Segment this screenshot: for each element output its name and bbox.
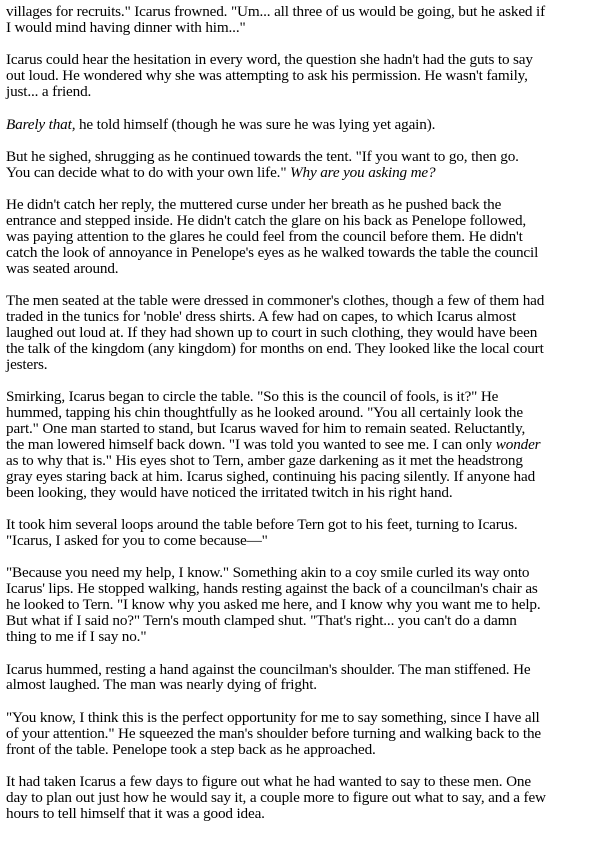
paragraph — [6, 565, 546, 645]
paragraph — [6, 774, 546, 822]
paragraph — [6, 710, 546, 758]
text-run: Icarus could hear the hesitation in every word, the question she hadn't had the guts to say out loud. He wondered why she was attempting to ask his permission. He wasn't family, just... a friend. — [6, 51, 533, 101]
text-run: as to why that is." His eyes shot to Tern, amber gaze darkening as it met the headstrong gray eyes staring back at him. Icarus sighed, continuing his pacing silently. If anyone had been looking, they would have noticed the irritated twitch in his right hand. — [6, 451, 536, 501]
text-run: The men seated at the table were dressed in commoner's clothes, though a few of them had traded in the tunics for 'noble' dress shirts. A few had on capes, to which Icarus almost laughed out loud at. If they had shown up to court in such clothing, they would have been the talk of the kingdom (any kingdom) for months on end. They looked like the local court jesters. — [6, 292, 545, 373]
italic-text: Why are you asking me? — [290, 163, 436, 181]
paragraph — [6, 52, 546, 100]
text-run: "You know, I think this is the perfect opportunity for me to say something, since I have all of your attention." He squeezed the man's shoulder before turning and walking back to the front of the table. Penelope took a step back as he approached. — [6, 708, 542, 758]
text-run: It had taken Icarus a few days to figure out what he had wanted to say to these men. One day to plan out just how he would say it, a couple more to figure out what to say, and a few hours to tell himself that it was a good idea. — [6, 773, 546, 822]
paragraph — [6, 293, 546, 373]
paragraph — [6, 389, 546, 500]
paragraph — [6, 4, 546, 36]
paragraph — [6, 197, 546, 277]
text-run: But he sighed, shrugging as he continued towards the tent. "If you want to go, then go. You can decide what to do with your own life." — [6, 147, 519, 181]
italic-text: Barely that, — [6, 115, 76, 133]
document-page — [6, 4, 546, 822]
text-run: Icarus hummed, resting a hand against the councilman's shoulder. The man stiffened. He almost laughed. The man was nearly dying of fright. — [6, 660, 531, 694]
text-run: he told himself (though he was sure he was lying yet again). — [75, 115, 436, 133]
paragraph — [6, 662, 546, 694]
paragraph — [6, 117, 546, 133]
text-run: "Because you need my help, I know." Something akin to a coy smile curled its way onto Icarus' lips. He stopped walking, hands resting against the back of a councilman's chair as he looked to Tern. "I know why you asked me here, and I know why you want me to help. But what if I said no?" Tern's mouth clamped shut. "That's right... you can't do a damn thing to me if I say no." — [6, 564, 541, 646]
italic-text: wonder — [495, 436, 541, 454]
body-text — [6, 4, 546, 822]
text-run: He didn't catch her reply, the muttered curse under her breath as he pushed back the entrance and stepped inside. He didn't catch the glare on his back as Penelope followed, was paying attention to the glares he could feel from the council before them. He didn't catch the look of annoyance in Penelope's eyes as he walked towards the table the council was seated around. — [6, 196, 539, 277]
paragraph — [6, 517, 546, 549]
text-run: Smirking, Icarus began to circle the table. "So this is the council of fools, is it?" He hummed, tapping his chin thoughtfully as he looked around. "You all certainly look the part." One man started to stand, but Icarus waved for him to remain seated. Reluctantly, the man lowered himself back down. "I was told you wanted to see me. I can only — [6, 388, 526, 454]
text-run: It took him several loops around the table before Tern got to his feet, turning to Icarus. "Icarus, I asked for you to come because—" — [6, 516, 518, 550]
paragraph — [6, 149, 546, 181]
text-run: villages for recruits." Icarus frowned. "Um... all three of us would be going, but he asked if I would mind having dinner with him..." — [6, 3, 545, 36]
